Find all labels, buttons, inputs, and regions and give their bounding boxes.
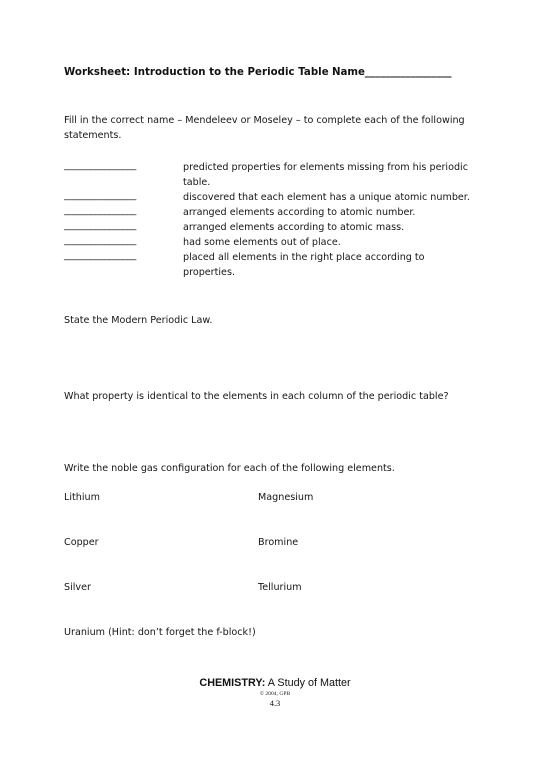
statement-1 xyxy=(183,160,483,190)
footer-subtitle: A Study of Matter xyxy=(267,677,351,689)
section1-instructions: Fill in the correct name – Mendeleev or Moseley – to complete each of the following statements. xyxy=(64,115,465,141)
statement-6 xyxy=(183,250,483,280)
statement-6-line1: placed all elements in the right place according to xyxy=(183,252,425,263)
statement-3: arranged elements according to atomic number. xyxy=(183,207,416,218)
element-label: Copper xyxy=(64,537,99,548)
answer-blank: ________________ xyxy=(64,250,136,261)
answer-blank: ________________ xyxy=(64,205,136,216)
element-label: Tellurium xyxy=(258,582,302,593)
footer-brand: CHEMISTRY: xyxy=(199,677,266,689)
question-column-property: What property is identical to the elements in each column of the periodic table? xyxy=(64,391,449,402)
answer-blank: ________________ xyxy=(64,190,136,201)
statement-4: arranged elements according to atomic mass. xyxy=(183,222,405,233)
element-label-uranium: Uranium (Hint: don’t forget the f-block!) xyxy=(64,627,256,638)
element-label: Lithium xyxy=(64,492,100,503)
footer-title xyxy=(0,677,550,689)
question-noble-gas: Write the noble gas configuration for each of the following elements. xyxy=(64,463,395,474)
statement-1-line1: predicted properties for elements missing from his periodic xyxy=(183,162,468,173)
statement-1-line2: table. xyxy=(183,177,211,188)
name-field: Name_________________ xyxy=(332,67,452,78)
question-periodic-law: State the Modern Periodic Law. xyxy=(64,315,213,326)
answer-blank: ________________ xyxy=(64,220,136,231)
worksheet-title: Worksheet: Introduction to the Periodic Table xyxy=(64,67,329,78)
element-label: Bromine xyxy=(258,537,299,548)
answer-blank: ________________ xyxy=(64,235,136,246)
answer-blank: ________________ xyxy=(64,160,136,171)
statement-6-line2: properties. xyxy=(183,267,236,278)
page-number: 4.3 xyxy=(269,699,281,708)
statement-5: had some elements out of place. xyxy=(183,237,341,248)
statement-2: discovered that each element has a unique atomic number. xyxy=(183,192,470,203)
element-label: Magnesium xyxy=(258,492,314,503)
footer-copyright: © 2004, GPB xyxy=(259,691,291,697)
element-label: Silver xyxy=(64,582,91,593)
